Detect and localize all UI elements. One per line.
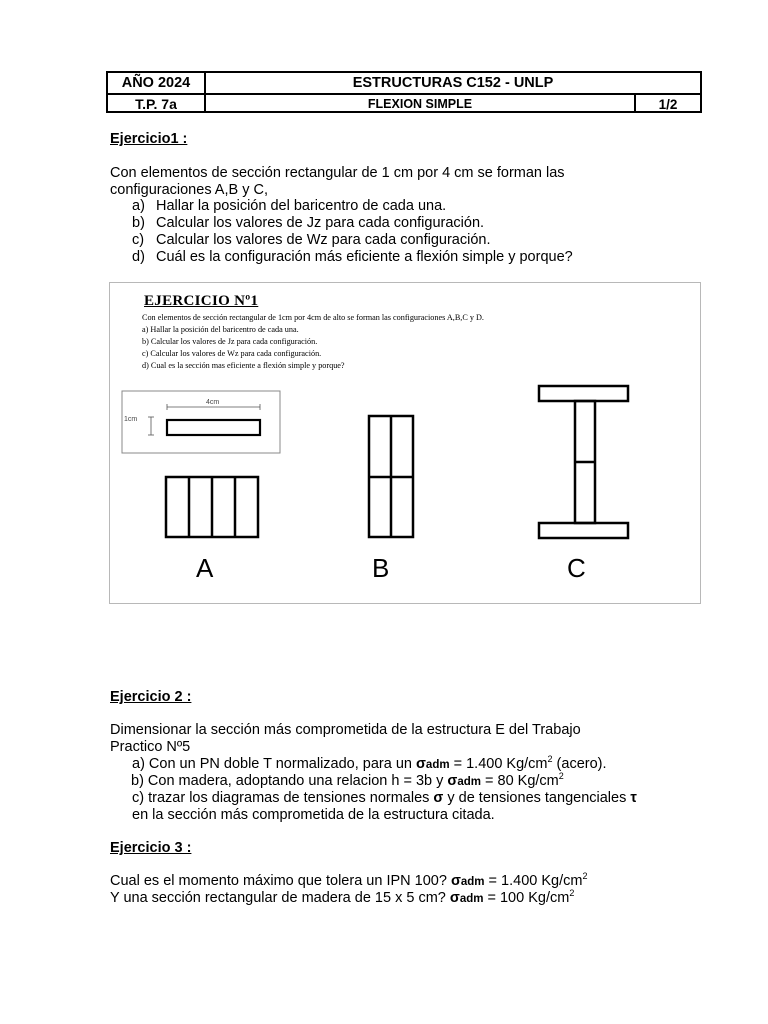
adm-subscript: adm — [425, 759, 450, 771]
sigma-symbol: σ — [450, 873, 461, 889]
squared-superscript: 2 — [547, 754, 553, 764]
ex1-item-d — [132, 249, 573, 266]
figure-text-line: c) Calcular los valores de Wz para cada configuración. — [142, 349, 322, 358]
figure-text-line: d) Cual es la sección mas eficiente a flexión simple y porque? — [142, 361, 345, 370]
ex2-title: Ejercicio 2 : — [110, 689, 192, 705]
ex3-l1-text: Cual es el momento máximo que tolera un IPN 100? — [110, 873, 451, 889]
ex2-item-b — [131, 773, 564, 791]
unit-element-frame — [122, 391, 280, 453]
header-table — [106, 71, 702, 113]
ex3-l2-text: Y una sección rectangular de madera de 15 x 5 cm? — [110, 890, 450, 906]
section-c-label: C — [567, 553, 586, 583]
adm-subscript: adm — [459, 893, 484, 905]
ex1-item-text: Calcular los valores de Wz para cada configuración. — [156, 232, 491, 248]
ex1-item-marker: d) — [132, 249, 145, 265]
ex3-l1-value: = 1.400 Kg/cm — [484, 873, 583, 889]
tau-symbol: τ — [630, 790, 637, 806]
sigma-symbol: σ — [447, 773, 458, 789]
ex1-intro-line-1: Con elementos de sección rectangular de 1 cm por 4 cm se forman las — [110, 165, 565, 181]
header-year: AÑO 2024 — [121, 75, 191, 91]
header-tp: T.P. 7a — [135, 96, 177, 112]
header-row-2 — [108, 93, 700, 113]
unit-height-label: 1cm — [124, 416, 138, 423]
ex2-item-c — [132, 790, 637, 807]
ex1-item-text: Calcular los valores de Jz para cada configuración. — [156, 215, 485, 231]
ex1-item-a — [132, 198, 447, 215]
ex2-c-text: c) trazar los diagramas de tensiones normales — [132, 790, 434, 806]
adm-subscript: adm — [460, 876, 485, 888]
ex2-a-text: a) Con un PN doble T normalizado, para un — [132, 756, 416, 772]
ex2-a-value: = 1.400 Kg/cm — [449, 756, 548, 772]
exercise-figure — [109, 282, 701, 604]
ex1-item-text: Hallar la posición del baricentro de cada una. — [156, 198, 447, 214]
ex1-item-marker: c) — [132, 232, 145, 248]
ex1-item-c — [132, 232, 491, 249]
ex3-line-1 — [110, 873, 587, 891]
ex3-title: Ejercicio 3 : — [110, 840, 192, 856]
unit-width-label: 4cm — [206, 399, 220, 406]
ex1-item-b — [132, 215, 485, 232]
squared-superscript: 2 — [558, 771, 564, 781]
ex2-item-a — [132, 756, 607, 774]
ex2-line-1: Dimensionar la sección más comprometida de la estructura E del Trabajo — [110, 722, 581, 738]
figure-title: EJERCICIO Nº1 — [144, 293, 259, 309]
ex2-item-c-line-2: en la sección más comprometida de la estructura citada. — [132, 807, 495, 823]
figure-text-line: b) Calcular los valores de Jz para cada configuración. — [142, 337, 318, 346]
ex2-c-text-mid: y de tensiones tangenciales — [443, 790, 631, 806]
ex1-item-marker: a) — [132, 198, 145, 214]
ex2-b-value: = 80 Kg/cm — [480, 773, 559, 789]
ex3-line-2 — [110, 890, 574, 908]
ex1-item-marker: b) — [132, 215, 145, 231]
sigma-symbol: σ — [433, 790, 444, 806]
ex1-item-text: Cuál es la configuración más eficiente a flexión simple y porque? — [156, 249, 573, 265]
ex2-line-2: Practico Nº5 — [110, 739, 191, 755]
ex2-a-note: (acero). — [552, 756, 607, 772]
ex3-l2-value: = 100 Kg/cm — [483, 890, 570, 906]
ex1-intro-line-2: configuraciones A,B y C, — [110, 182, 268, 198]
sigma-symbol: σ — [449, 890, 460, 906]
sigma-symbol: σ — [416, 756, 426, 772]
header-page: 1/2 — [658, 96, 678, 112]
ex1-title: Ejercicio1 : — [110, 131, 188, 147]
unit-rectangle — [167, 420, 260, 435]
section-c-bottom-flange — [539, 523, 628, 538]
figure-text-line: a) Hallar la posición del baricentro de cada una. — [142, 325, 299, 334]
ex2-b-text: b) Con madera, adoptando una relacion h = 3b y — [131, 773, 448, 789]
header-course: ESTRUCTURAS C152 - UNLP — [352, 75, 554, 91]
section-a-label: A — [196, 553, 214, 583]
adm-subscript: adm — [457, 776, 481, 788]
section-c-top-flange — [539, 386, 628, 401]
squared-superscript: 2 — [569, 888, 575, 898]
section-b-label: B — [372, 553, 390, 583]
squared-superscript: 2 — [582, 871, 588, 881]
header-topic: FLEXION SIMPLE — [367, 97, 473, 111]
figure-text-line: Con elementos de sección rectangular de 1cm por 4cm de alto se forman las configuraciones A,B,C y D. — [142, 313, 484, 322]
header-row-1 — [108, 73, 700, 93]
